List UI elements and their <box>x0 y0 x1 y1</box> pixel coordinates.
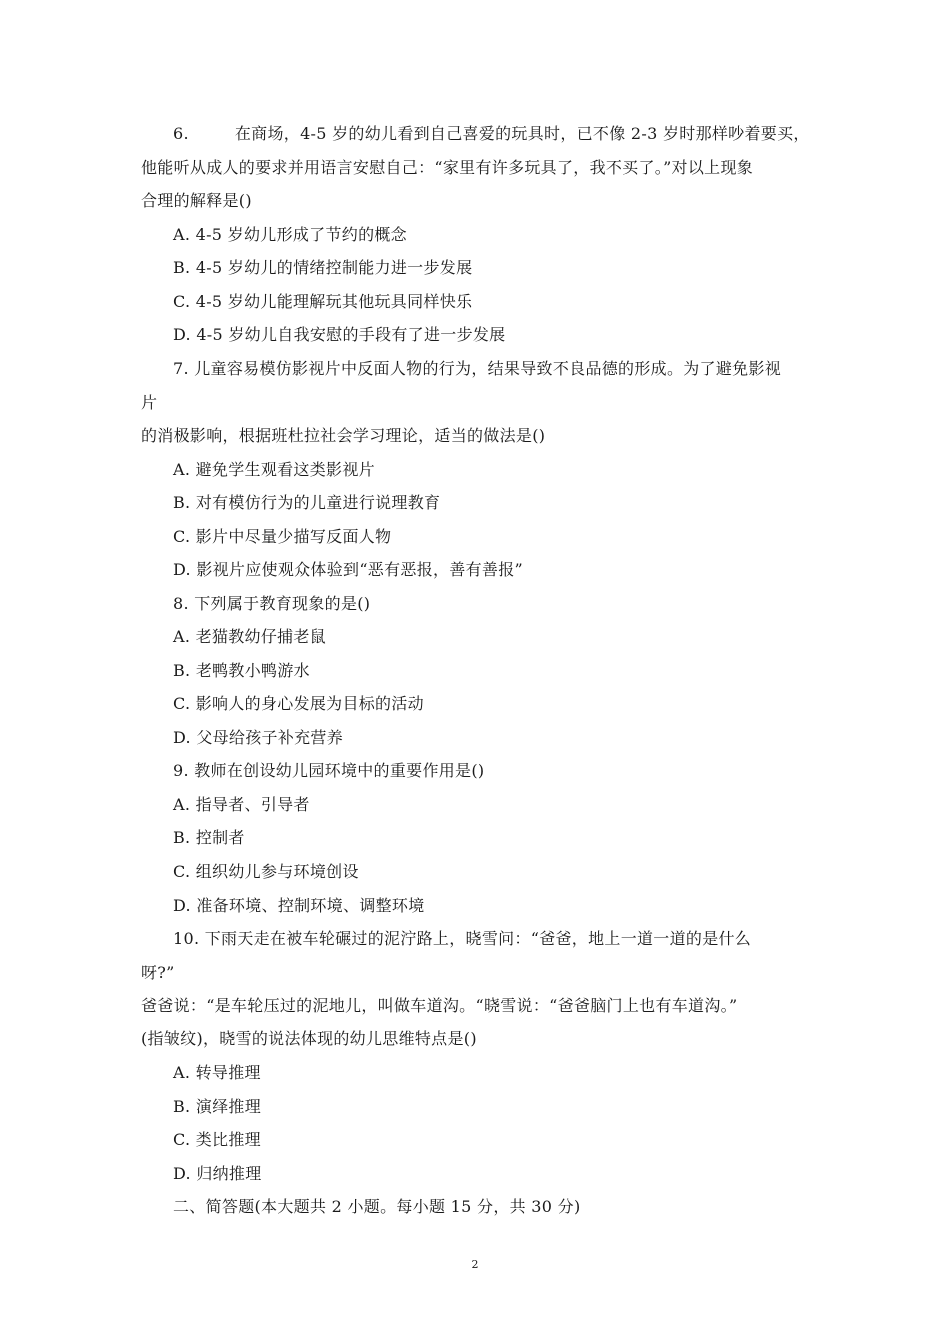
question-7-stem-line-3: 的消极影响，根据班杜拉社会学习理论，适当的做法是() <box>141 426 546 445</box>
question-10-stem-line-4: (指皱纹)，晓雪的说法体现的幼儿思维特点是() <box>141 1029 477 1048</box>
question-10-option-c: C. 类比推理 <box>173 1130 261 1149</box>
question-10-option-a: A. 转导推理 <box>173 1063 261 1082</box>
question-7-stem-line-1: 7. 儿童容易模仿影视片中反面人物的行为，结果导致不良品德的形成。为了避免影视 <box>173 359 782 378</box>
question-7-option-c: C. 影片中尽量少描写反面人物 <box>173 527 392 546</box>
question-8-option-c: C. 影响人的身心发展为目标的活动 <box>173 694 424 713</box>
question-6-stem-text: 在商场，4-5 岁的幼儿看到自己喜爱的玩具时，已不像 2-3 岁时那样吵着要买， <box>234 124 810 143</box>
question-9-option-a: A. 指导者、引导者 <box>173 795 310 814</box>
question-8-stem: 8. 下列属于教育现象的是() <box>173 594 371 613</box>
question-10-stem-line-2: 呀?” <box>141 963 175 982</box>
question-6-number: 6. <box>173 124 189 143</box>
question-10-option-b: B. 演绎推理 <box>173 1097 262 1116</box>
page-number: 2 <box>471 1258 479 1271</box>
question-7-option-b: B. 对有模仿行为的儿童进行说理教育 <box>173 493 441 512</box>
question-6-option-b: B. 4-5 岁幼儿的情绪控制能力进一步发展 <box>173 258 473 277</box>
question-10-option-d: D. 归纳推理 <box>173 1164 262 1183</box>
question-6-option-c: C. 4-5 岁幼儿能理解玩其他玩具同样快乐 <box>173 292 473 311</box>
question-6-option-a: A. 4-5 岁幼儿形成了节约的概念 <box>173 225 407 244</box>
question-8-option-d: D. 父母给孩子补充营养 <box>173 728 344 747</box>
question-9-option-c: C. 组织幼儿参与环境创设 <box>173 862 359 881</box>
question-6-stem-line-2: 他能听从成人的要求并用语言安慰自己：“家里有许多玩具了，我不买了。”对以上现象 <box>141 158 754 177</box>
section-heading-short-answer: 二、简答题(本大题共 2 小题。每小题 15 分，共 30 分) <box>173 1197 581 1216</box>
question-10-stem-line-3: 爸爸说：“是车轮压过的泥地儿，叫做车道沟。“晓雪说：“爸爸脑门上也有车道沟。” <box>141 996 738 1015</box>
question-8-option-a: A. 老猫教幼仔捕老鼠 <box>173 627 327 646</box>
question-8-option-b: B. 老鸭教小鸭游水 <box>173 661 310 680</box>
question-6-option-d: D. 4-5 岁幼儿自我安慰的手段有了进一步发展 <box>173 325 506 344</box>
question-9-option-d: D. 准备环境、控制环境、调整环境 <box>173 896 425 915</box>
question-9-option-b: B. 控制者 <box>173 828 245 847</box>
question-9-stem: 9. 教师在创设幼儿园环境中的重要作用是() <box>173 761 485 780</box>
question-6-stem-line-3: 合理的解释是() <box>141 191 252 210</box>
question-7-option-a: A. 避免学生观看这类影视片 <box>173 460 375 479</box>
question-7-option-d: D. 影视片应使观众体验到“恶有恶报，善有善报” <box>173 560 523 579</box>
question-10-stem-line-1: 10. 下雨天走在被车轮碾过的泥泞路上，晓雪问：“爸爸，地上一道一道的是什么 <box>173 929 752 948</box>
question-7-stem-line-2: 片 <box>141 393 158 412</box>
question-6-stem-line-1 <box>173 124 810 144</box>
